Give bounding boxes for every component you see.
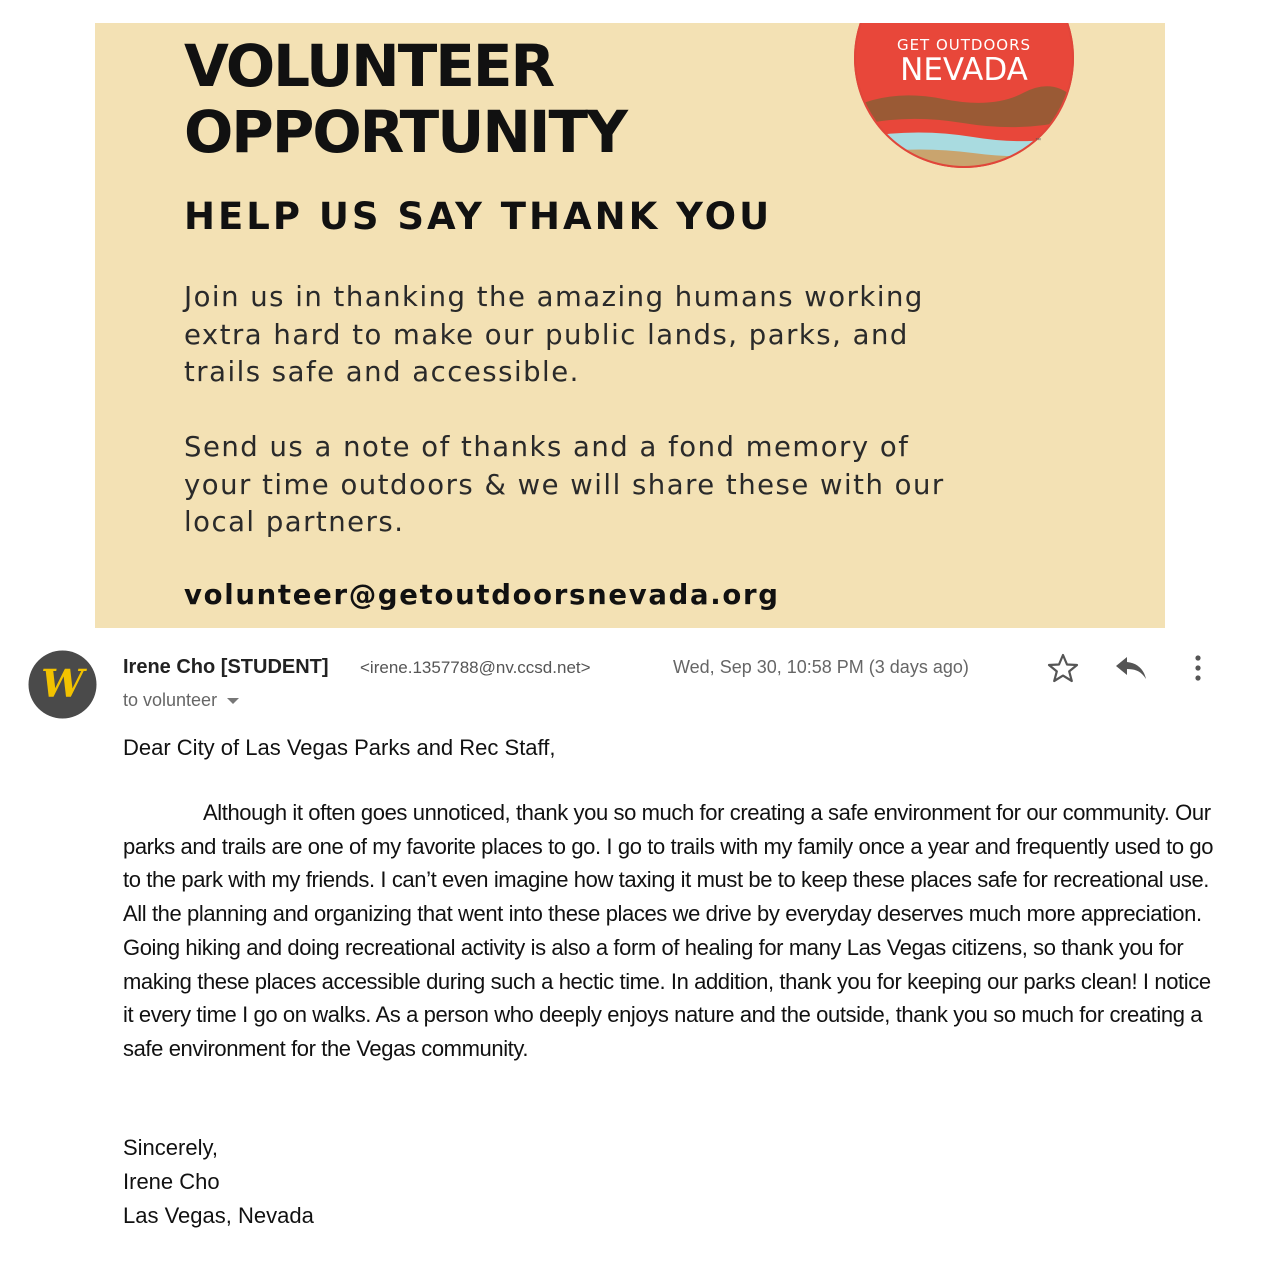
logo-trademark: ™ <box>1035 138 1041 144</box>
sender-name: Irene Cho [STUDENT] <box>123 656 329 678</box>
flyer-contact-email: volunteer@getoutdoorsnevada.org <box>184 579 780 611</box>
email-greeting: Dear City of Las Vegas Parks and Rec Staff, <box>123 735 556 760</box>
get-outdoors-nevada-logo <box>853 23 1075 169</box>
signature-name: Irene Cho <box>123 1169 220 1194</box>
logo-text-nevada: NEVADA <box>900 52 1028 88</box>
flyer-title <box>184 33 784 165</box>
flyer-title-line2: OPPORTUNITY <box>184 98 627 166</box>
recipient-dropdown[interactable] <box>123 688 239 712</box>
more-vertical-icon[interactable] <box>1186 652 1210 684</box>
logo-text-get-outdoors: GET OUTDOORS <box>896 36 1032 54</box>
sender-email: <irene.1357788@nv.ccsd.net> <box>360 658 591 677</box>
reply-icon[interactable] <box>1113 654 1149 682</box>
flyer-paragraph-1: Join us in thanking the amazing humans working extra hard to make our public lands, parks, and trails safe and accessible. <box>184 281 924 389</box>
email-timestamp: Wed, Sep 30, 10:58 PM (3 days ago) <box>673 657 969 677</box>
avatar[interactable] <box>28 650 97 719</box>
star-icon[interactable] <box>1046 652 1080 684</box>
email-signoff: Sincerely, <box>123 1135 218 1160</box>
email-body: Although it often goes unnoticed, thank you so much for creating a safe environment for our community. Our parks and trails are one of my favorite places to go. I go to trails with my family once a year and frequently used to go to the park with my friends. I can’t even imagine how taxing it must be to keep these places safe for recreational use. All the planning and organizing that went into these places we drive by everyday deserves much more appreciation. Going hiking and doing recreational activity is also a form of healing for many Las Vegas citizens, so thank you for making these places accessible during such a hectic time. In addition, thank you for keeping our parks clean! I notice it every time I go on walks. As a person who deeply enjoys nature and the outside, thank you so much for creating a safe environment for the Vegas community. <box>123 800 1214 1061</box>
flyer-paragraph-2: Send us a note of thanks and a fond memory of your time outdoors & we will share these with our local partners. <box>184 431 945 539</box>
signature-location: Las Vegas, Nevada <box>123 1203 314 1228</box>
caret-down-icon <box>227 698 239 704</box>
flyer-title-line1: VOLUNTEER <box>184 32 554 100</box>
recipient-label: to volunteer <box>123 690 218 710</box>
w-logo-avatar-icon <box>28 650 97 719</box>
svg-text:W: W <box>41 661 84 706</box>
flyer-subtitle: HELP US SAY THANK YOU <box>184 195 773 238</box>
volunteer-flyer <box>95 23 1165 628</box>
